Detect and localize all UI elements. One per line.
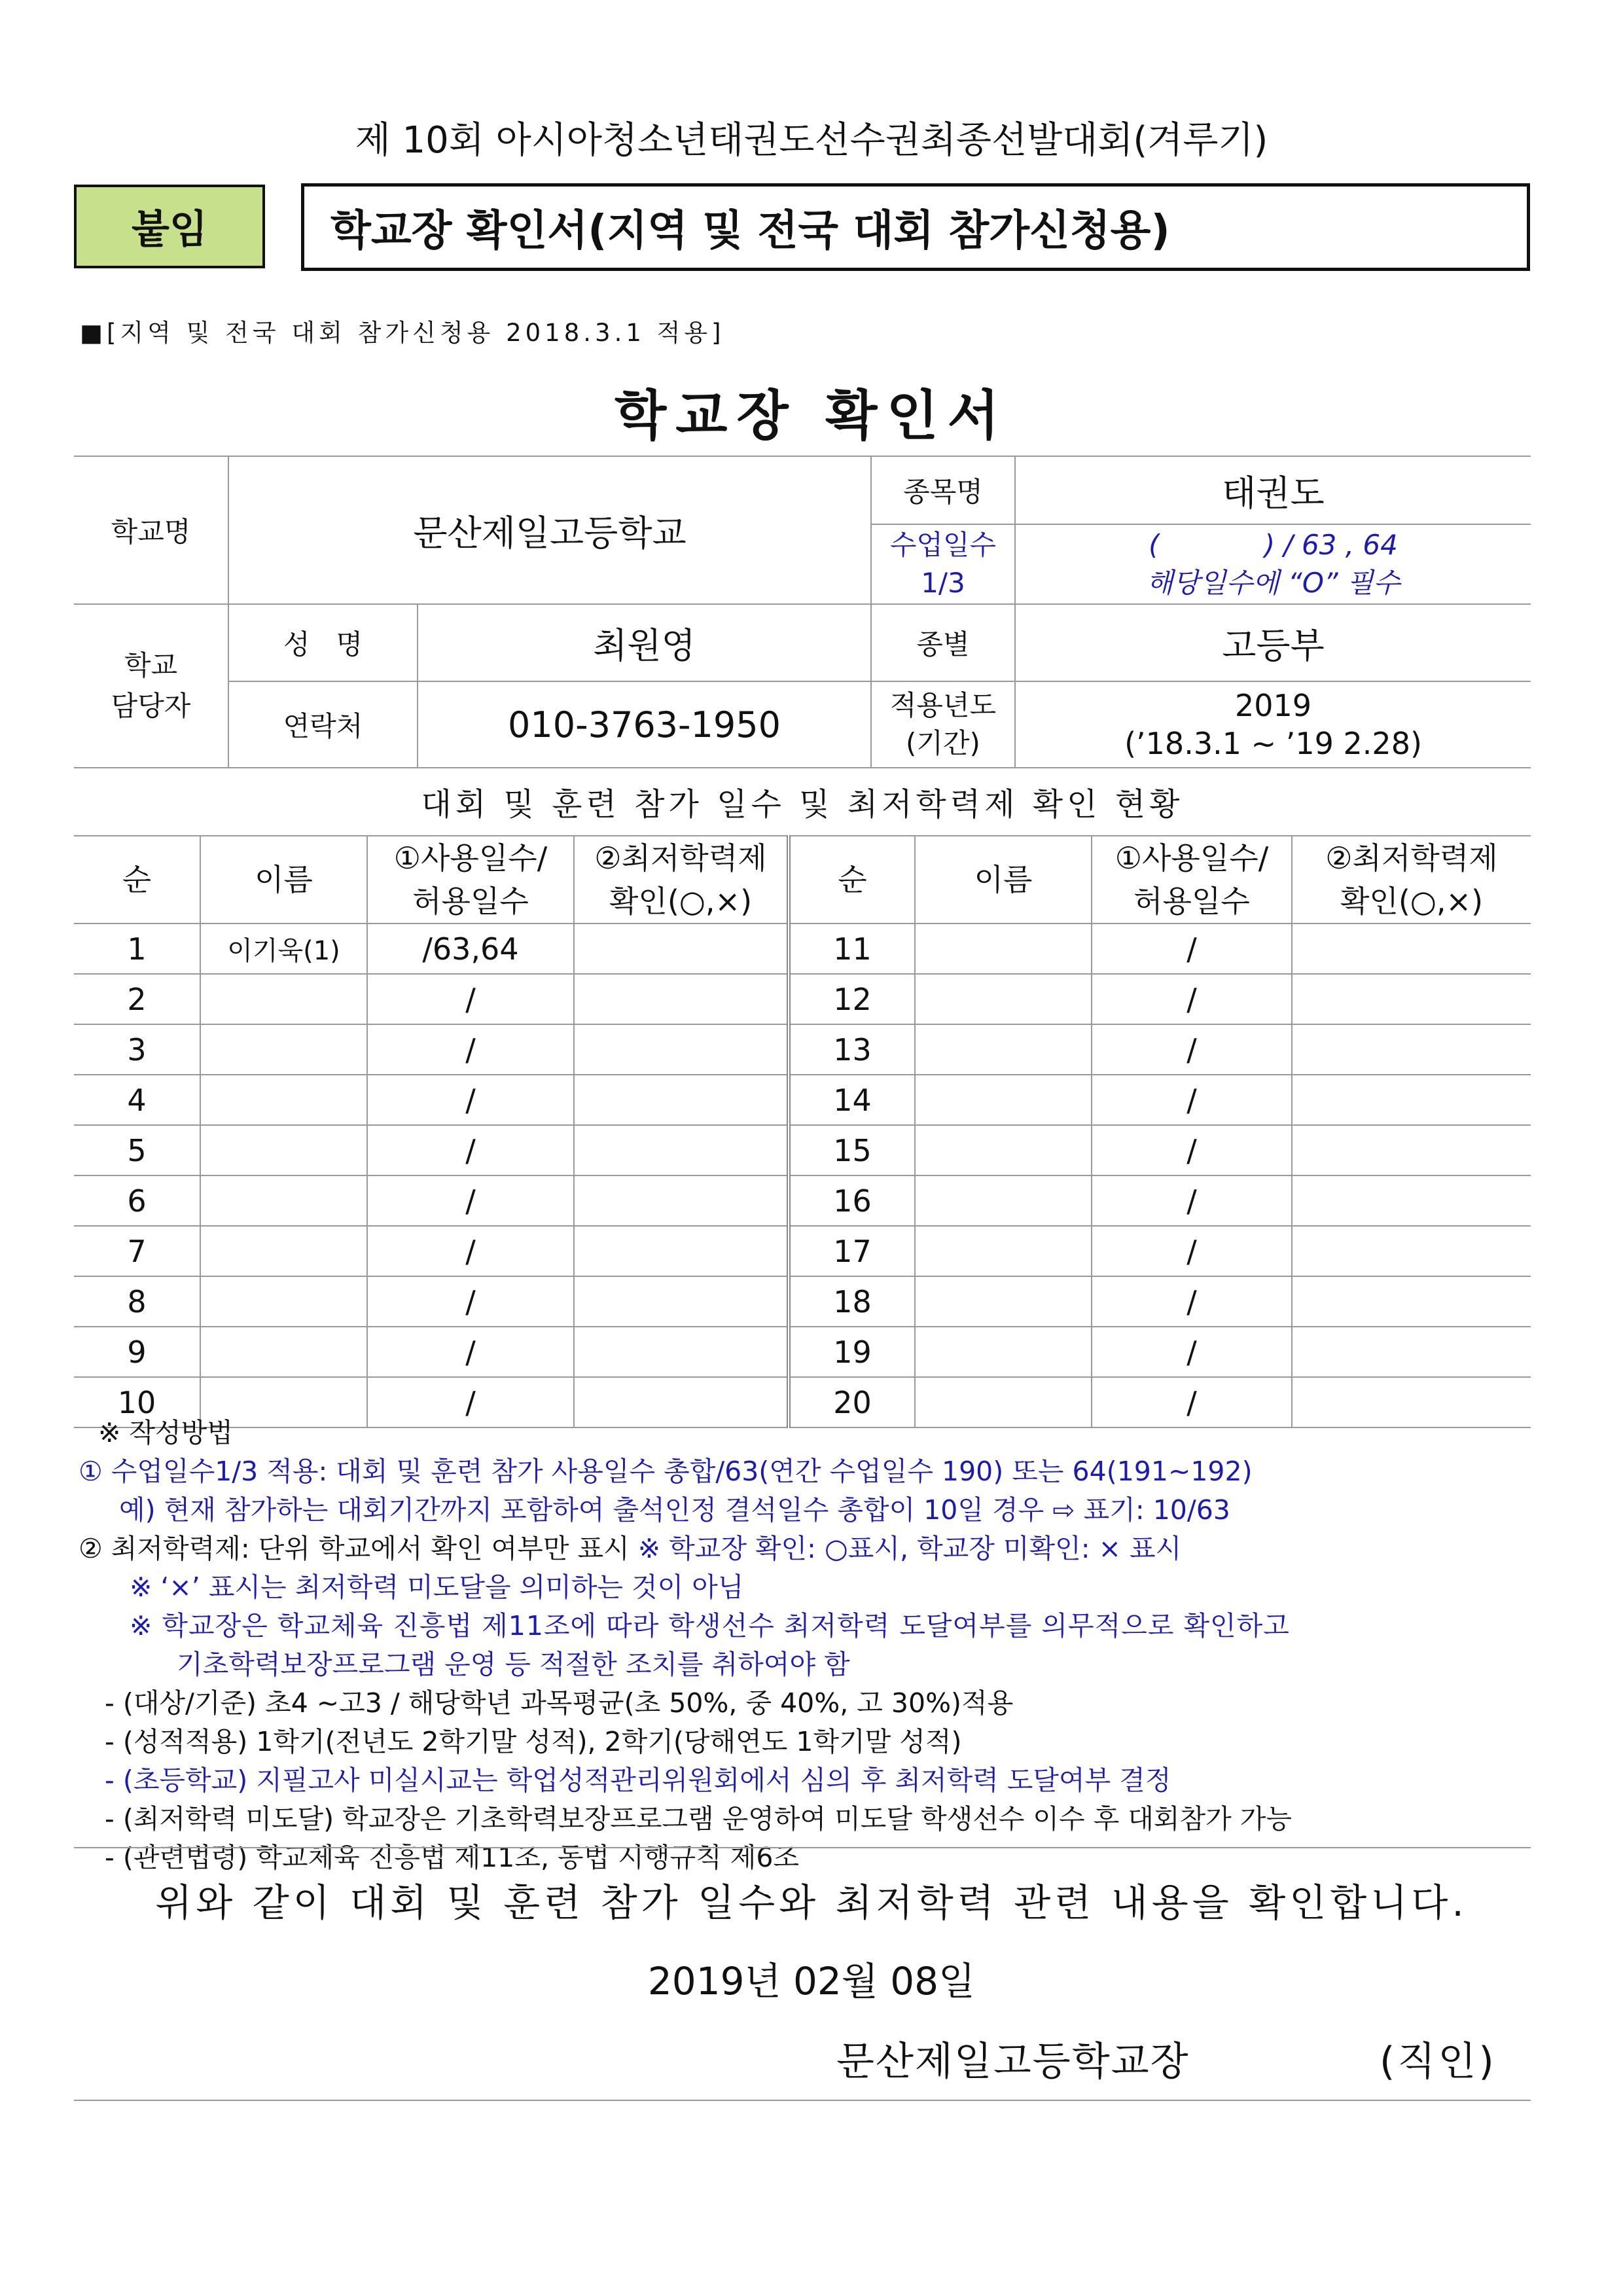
class-days-label-line2: 1/3 [921, 567, 965, 599]
row-number: 10 [74, 1377, 200, 1427]
days-used: / [367, 974, 574, 1024]
student-name [200, 1276, 367, 1327]
col-header-days-line1: ①사용일수/ [393, 840, 548, 876]
days-used: / [367, 1075, 574, 1125]
period-label-line2: (기간) [906, 727, 980, 759]
academic-check [574, 1276, 789, 1327]
instructions-heading: ※ 작성방법 [98, 1417, 233, 1448]
period-label-line1: 적용년도 [889, 689, 997, 721]
academic-check [1292, 974, 1531, 1024]
academic-check [1292, 1075, 1531, 1125]
row-number: 15 [789, 1125, 915, 1175]
instructions [79, 1414, 1544, 1877]
table-row [74, 1276, 1531, 1327]
table-row [74, 1327, 1531, 1377]
days-used: / [1092, 1175, 1292, 1226]
student-name: 이기욱(1) [200, 924, 367, 974]
col-header-days-right-line2: 허용일수 [1133, 884, 1250, 919]
student-name [200, 1226, 367, 1276]
days-used: / [367, 1175, 574, 1226]
period-value-line2: (’18.3.1 ~ ’19 2.28) [1124, 726, 1422, 761]
division-label: 종별 [871, 604, 1015, 681]
student-name [200, 974, 367, 1024]
row-number: 9 [74, 1327, 200, 1377]
table-row [74, 1024, 1531, 1075]
manager-label-line1: 학교 [124, 649, 178, 681]
confirmation-statement: 위와 같이 대회 및 훈련 참가 일수와 최저학력 관련 내용을 확인합니다. [155, 1880, 1468, 1925]
manager-name-label: 성 명 [228, 604, 418, 681]
participation-table [74, 835, 1531, 1428]
school-name-value: 문산제일고등학교 [228, 456, 871, 604]
instruction-line: ① 수업일수1/3 적용: 대회 및 훈련 참가 사용일수 총합/63(연간 수업일수 190) 또는 64(191~192) [79, 1456, 1253, 1487]
days-used: / [1092, 1024, 1292, 1075]
instruction-line: - (관련법령) 학교체육 진흥법 제11조, 동법 시행규칙 제6조 [105, 1842, 800, 1873]
issue-date: 2019년 02월 08일 [647, 1959, 976, 2003]
row-number: 14 [789, 1075, 915, 1125]
col-header-no: 순 [74, 836, 200, 924]
row-number: 17 [789, 1226, 915, 1276]
period-value-line1: 2019 [1234, 688, 1312, 723]
col-header-check-right-line2: 확인(○,×) [1340, 884, 1484, 919]
contact-value: 010-3763-1950 [418, 681, 871, 768]
academic-check [574, 974, 789, 1024]
days-used: / [1092, 1075, 1292, 1125]
manager-label-line2: 담당자 [111, 690, 191, 722]
days-used: /63,64 [367, 924, 574, 974]
row-number: 1 [74, 924, 200, 974]
row-number: 18 [789, 1276, 915, 1327]
row-number: 11 [789, 924, 915, 974]
student-name [915, 1125, 1092, 1175]
row-number: 16 [789, 1175, 915, 1226]
instruction-line: 기초학력보장프로그램 운영 등 적절한 조치를 취하여야 함 [177, 1649, 850, 1680]
table-row [74, 974, 1531, 1024]
school-name-label: 학교명 [74, 456, 228, 604]
col-header-days-line2: 허용일수 [412, 884, 529, 919]
academic-check [574, 1226, 789, 1276]
academic-check [574, 1024, 789, 1075]
academic-check [1292, 1276, 1531, 1327]
col-header-no-right: 순 [789, 836, 915, 924]
manager-name-value: 최원영 [418, 604, 871, 681]
row-number: 20 [789, 1377, 915, 1427]
official-seal-mark: (직인) [1380, 2039, 1497, 2085]
principal-name: 문산제일고등학교장 [836, 2039, 1190, 2085]
row-number: 2 [74, 974, 200, 1024]
academic-check [574, 1075, 789, 1125]
days-used: / [1092, 924, 1292, 974]
col-header-check-line1: ②최저학력제 [594, 840, 767, 876]
instruction-line: - (최저학력 미도달) 학교장은 기초학력보장프로그램 운영하여 미도달 학생선수 이수 후 대회참가 가능 [105, 1803, 1292, 1835]
student-name [915, 974, 1092, 1024]
days-used: / [367, 1276, 574, 1327]
student-name [915, 1024, 1092, 1075]
event-title: 제 10회 아시아청소년태권도선수권최종선발대회(겨루기) [355, 119, 1268, 162]
col-header-check-line2: 확인(○,×) [609, 884, 753, 919]
academic-check [574, 924, 789, 974]
student-name [200, 1125, 367, 1175]
instruction-highlight: ※ 학교장 확인: ○표시, 학교장 미확인: × 표시 [637, 1533, 1182, 1564]
days-used: / [367, 1024, 574, 1075]
academic-check [574, 1125, 789, 1175]
row-number: 19 [789, 1327, 915, 1377]
academic-check [1292, 1226, 1531, 1276]
instruction-line: ※ 학교장은 학교체육 진흥법 제11조에 따라 학생선수 최저학력 도달여부를 의무적으로 확인하고 [130, 1610, 1290, 1641]
table-row [74, 1175, 1531, 1226]
student-name [200, 1024, 367, 1075]
col-header-name-right: 이름 [915, 836, 1092, 924]
class-days-value-line2: 해당일수에 “O” 필수 [1146, 567, 1400, 599]
contact-label: 연락처 [228, 681, 418, 768]
days-used: / [1092, 1327, 1292, 1377]
col-header-check [574, 836, 789, 924]
col-header-days-right [1092, 836, 1292, 924]
school-info-table [74, 456, 1531, 768]
instruction-line [79, 1530, 1544, 1568]
academic-check [1292, 1024, 1531, 1075]
days-used: / [1092, 1226, 1292, 1276]
document-title: 학교장 확인서 [615, 385, 1008, 447]
row-number: 13 [789, 1024, 915, 1075]
form-note: ■[지역 및 전국 대회 참가신청용 2018.3.1 적용] [80, 319, 725, 347]
divider [74, 2100, 1531, 2101]
col-header-check-right-line1: ②최저학력제 [1325, 840, 1498, 876]
col-header-days [367, 836, 574, 924]
academic-check [1292, 924, 1531, 974]
student-name [915, 1327, 1092, 1377]
student-name [915, 924, 1092, 974]
form-title-box: 학교장 확인서(지역 및 전국 대회 참가신청용) [301, 183, 1530, 271]
col-header-name: 이름 [200, 836, 367, 924]
table-row [74, 1125, 1531, 1175]
days-used: / [367, 1226, 574, 1276]
instruction-line: - (성적적용) 1학기(전년도 2학기말 성적), 2학기(당해연도 1학기말 성적) [105, 1726, 962, 1757]
days-used: / [1092, 1125, 1292, 1175]
student-name [915, 1175, 1092, 1226]
row-number: 12 [789, 974, 915, 1024]
class-days-value [1015, 524, 1531, 604]
period-value [1015, 681, 1531, 768]
attachment-tag: 붙임 [74, 185, 265, 268]
event-label: 종목명 [871, 456, 1015, 524]
academic-check [574, 1175, 789, 1226]
instruction-text: ② 최저학력제: 단위 학교에서 확인 여부만 표시 [79, 1533, 638, 1564]
manager-label [74, 604, 228, 768]
row-number: 5 [74, 1125, 200, 1175]
col-header-check-right [1292, 836, 1531, 924]
col-header-days-right-line1: ①사용일수/ [1115, 840, 1269, 876]
event-value: 태권도 [1015, 456, 1531, 524]
academic-check [1292, 1125, 1531, 1175]
student-name [200, 1175, 367, 1226]
table-row [74, 1075, 1531, 1125]
days-used: / [367, 1125, 574, 1175]
row-number: 6 [74, 1175, 200, 1226]
class-days-value-line1: ( ) / 63 , 64 [1149, 529, 1398, 561]
days-used: / [1092, 1276, 1292, 1327]
row-number: 7 [74, 1226, 200, 1276]
instruction-line: 예) 현재 참가하는 대회기간까지 포함하여 출석인정 결석일수 총합이 10일 경우 ⇨ 표기: 10/63 [119, 1494, 1230, 1526]
divider [74, 1847, 1531, 1848]
class-days-label [871, 524, 1015, 604]
division-value: 고등부 [1015, 604, 1531, 681]
student-name [200, 1327, 367, 1377]
academic-check [1292, 1327, 1531, 1377]
table-row [74, 924, 1531, 974]
student-name [915, 1075, 1092, 1125]
instruction-line: ※ ‘×’ 표시는 최저학력 미도달을 의미하는 것이 아님 [130, 1571, 744, 1603]
table-row [74, 1226, 1531, 1276]
row-number: 8 [74, 1276, 200, 1327]
days-used: / [367, 1377, 574, 1427]
instruction-line: - (초등학교) 지필고사 미실시교는 학업성적관리위원회에서 심의 후 최저학력 도달여부 결정 [105, 1765, 1171, 1796]
student-name [915, 1276, 1092, 1327]
days-used: / [1092, 974, 1292, 1024]
class-days-label-line1: 수업일수 [889, 529, 997, 561]
section-title: 대회 및 훈련 참가 일수 및 최저학력제 확인 현황 [421, 785, 1184, 823]
days-used: / [367, 1327, 574, 1377]
period-label [871, 681, 1015, 768]
row-number: 4 [74, 1075, 200, 1125]
student-name [200, 1075, 367, 1125]
row-number: 3 [74, 1024, 200, 1075]
academic-check [574, 1327, 789, 1377]
academic-check [1292, 1175, 1531, 1226]
instruction-line: - (대상/기준) 초4 ~고3 / 해당학년 과목평균(초 50%, 중 40%, 고 30%)적용 [105, 1687, 1014, 1719]
days-used: / [1092, 1377, 1292, 1427]
student-name [915, 1226, 1092, 1276]
